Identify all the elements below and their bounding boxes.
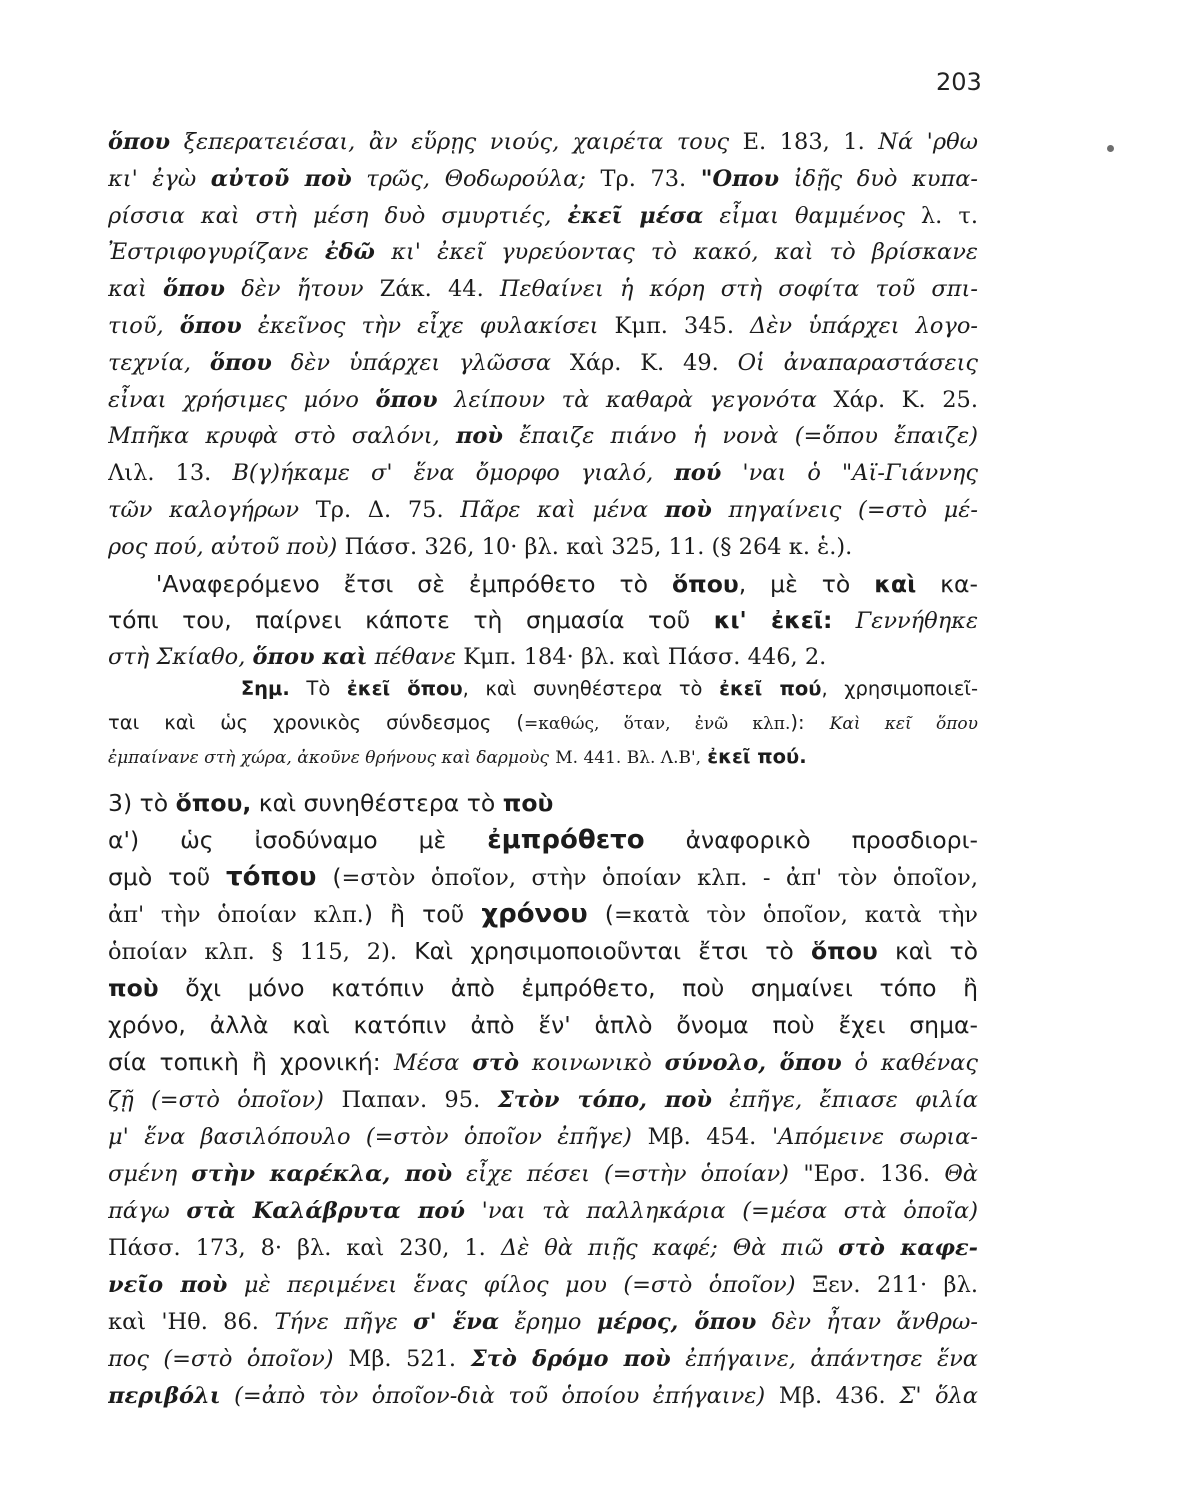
paragraph2-line: περιβόλι (=ἀπὸ τὸν ὁποῖον-διὰ τοῦ ὁποίου ἐπήγαινε) Μβ. 436. Σ' ὅλα (108, 1383, 978, 1409)
paragraph1-line: ρος πού, αὐτοῦ ποὺ) Πάσσ. 326, 10· βλ. καὶ 325, 11. (§ 264 κ. ἑ.). (108, 533, 853, 560)
paragraph2-line: 3) τὸ ὅπου, καὶ συνηθέστερα τὸ ποὺ (108, 789, 554, 817)
paragraph2-line: χρόνο, ἀλλὰ καὶ κατόπιν ἀπὸ ἕν' ἁπλὸ ὄνομα ποὺ ἔχει σημα- (108, 1011, 978, 1039)
paragraph2-line: ζῇ (=στὸ ὁποῖον) Παπαν. 95. Στὸν τόπο, ποὺ ἐπῆγε, ἔπιασε φιλία (108, 1087, 978, 1113)
paragraph2-line: καὶ 'Ηθ. 86. Τήνε πῆγε σ' ἕνα ἔρημο μέρος, ὅπου δὲν ἦταν ἄνθρω- (108, 1309, 978, 1335)
paragraph1-line: 'Αναφερόμενο ἔτσι σὲ ἐμπρόθετο τὸ ὅπου, μὲ τὸ καὶ κα- (108, 569, 978, 598)
paragraph2-line: σία τοπικὴ ἢ χρονική: Μέσα στὸ κοινωνικὸ σύνολο, ὅπου ὁ καθένας (108, 1048, 978, 1076)
paragraph1-line: Μπῆκα κρυφὰ στὸ σαλόνι, ποὺ ἔπαιζε πιάνο ἡ νονὰ (=ὅπου ἔπαιζε) (108, 423, 978, 450)
paragraph2-line: ὁποίαν κλπ. § 115, 2). Καὶ χρησιμοποιοῦνται ἔτσι τὸ ὅπου καὶ τὸ (108, 937, 978, 965)
paragraph1-line: τεχνία, ὅπου δὲν ὑπάρχει γλῶσσα Χάρ. Κ. 49. Οἱ ἀναπαραστάσεις (108, 349, 978, 376)
page-number: 203 (936, 68, 982, 96)
paragraph-section-3 (108, 785, 978, 1414)
note-line: ἐμπαίνανε στὴ χώρα, ἀκοῦνε θρήνους καὶ δαρμοὺς Μ. 441. Βλ. Λ.Β', ἐκεῖ πού. (108, 745, 807, 768)
paragraph-main (108, 124, 978, 676)
paragraph2-line: α') ὡς ἰσοδύναμο μὲ ἐμπρόθετο ἀναφορικὸ προσδιορι- (108, 825, 978, 855)
paragraph1-line: τῶν καλογήρων Τρ. Δ. 75. Πᾶρε καὶ μένα ποὺ πηγαίνεις (=στὸ μέ- (108, 496, 978, 523)
paragraph2-line: πος (=στὸ ὁποῖον) Μβ. 521. Στὸ δρόμο ποὺ ἐπήγαινε, ἀπάντησε ἕνα (108, 1346, 978, 1372)
paragraph2-line: πάγω στὰ Καλάβρυτα πού 'ναι τὰ παλληκάρια (=μέσα στὰ ὁποῖα) (108, 1198, 978, 1224)
paragraph2-line: ποὺ ὄχι μόνο κατόπιν ἀπὸ ἐμπρόθετο, ποὺ σημαίνει τόπο ἢ (108, 974, 978, 1002)
paragraph2-line: Πάσσ. 173, 8· βλ. καὶ 230, 1. Δὲ θὰ πιῇς καφέ; Θὰ πιῶ στὸ καφε- (108, 1235, 978, 1261)
paragraph1-line: Ἐστριφογυρίζανε ἐδῶ κι' ἐκεῖ γυρεύοντας τὸ κακό, καὶ τὸ βρίσκανε (108, 239, 978, 266)
paragraph1-line: ρίσσια καὶ στὴ μέση δυὸ σμυρτιές, ἐκεῖ μέσα εἶμαι θαμμένος λ. τ. (108, 202, 978, 229)
paragraph1-line: τόπι του, παίρνει κάποτε τὴ σημασία τοῦ κι' ἐκεῖ: Γεννήθηκε (108, 606, 978, 635)
note-line: ται καὶ ὡς χρονικὸς σύνδεσμος (=καθώς, ὅταν, ἐνῶ κλπ.): Καὶ κεῖ ὅπου (108, 711, 978, 734)
note-paragraph (108, 672, 978, 774)
paragraph1-line: εἶναι χρήσιμες μόνο ὅπου λείπουν τὰ καθαρὰ γεγονότα Χάρ. Κ. 25. (108, 386, 978, 413)
paragraph1-line: τιοῦ, ὅπου ἐκεῖνος τὴν εἶχε φυλακίσει Κμπ. 345. Δὲν ὑπάρχει λογο- (108, 312, 978, 339)
paragraph1-line: κι' ἐγὼ αὐτοῦ ποὺ τρῶς, Θοδωρούλα; Τρ. 73. "Οπου ἰδῇς δυὸ κυπα- (108, 165, 978, 192)
paragraph1-line: Λιλ. 13. Β(γ)ήκαμε σ' ἕνα ὄμορφο γιαλό, πού 'ναι ὁ "Αϊ-Γιάννης (108, 460, 978, 487)
paragraph1-line: καὶ ὅπου δὲν ἤτουν Ζάκ. 44. Πεθαίνει ἡ κόρη στὴ σοφίτα τοῦ σπι- (108, 276, 978, 303)
margin-dot (1107, 145, 1114, 152)
paragraph2-line: ἀπ' τὴν ὁποίαν κλπ.) ἢ τοῦ χρόνου (=κατὰ τὸν ὁποῖον, κατὰ τὴν (108, 899, 978, 929)
paragraph1-line: ὅπου ξεπερατειέσαι, ἂν εὕρῃς νιούς, χαιρέτα τους Ε. 183, 1. Νά 'ρθω (108, 129, 978, 155)
paragraph2-line: νεῖο ποὺ μὲ περιμένει ἕνας φίλος μου (=στὸ ὁποῖον) Ξεν. 211· βλ. (108, 1272, 978, 1298)
paragraph2-line: σμένη στὴν καρέκλα, ποὺ εἶχε πέσει (=στὴν ὁποίαν) "Ερσ. 136. Θὰ (108, 1161, 978, 1187)
paragraph2-line: μ' ἕνα βασιλόπουλο (=στὸν ὁποῖον ἐπῆγε) Μβ. 454. 'Απόμεινε σωρια- (108, 1124, 978, 1150)
note-line: Σημ. Τὸ ἐκεῖ ὅπου, καὶ συνηθέστερα τὸ ἐκεῖ πού, χρησιμοποιεῖ- (240, 677, 978, 700)
paragraph2-line: σμὸ τοῦ τόπου (=στὸν ὁποῖον, στὴν ὁποίαν κλπ. - ἀπ' τὸν ὁποῖον, (108, 862, 978, 892)
paragraph1-line: στὴ Σκίαθο, ὅπου καὶ πέθανε Κμπ. 184· βλ. καὶ Πάσσ. 446, 2. (108, 644, 827, 671)
